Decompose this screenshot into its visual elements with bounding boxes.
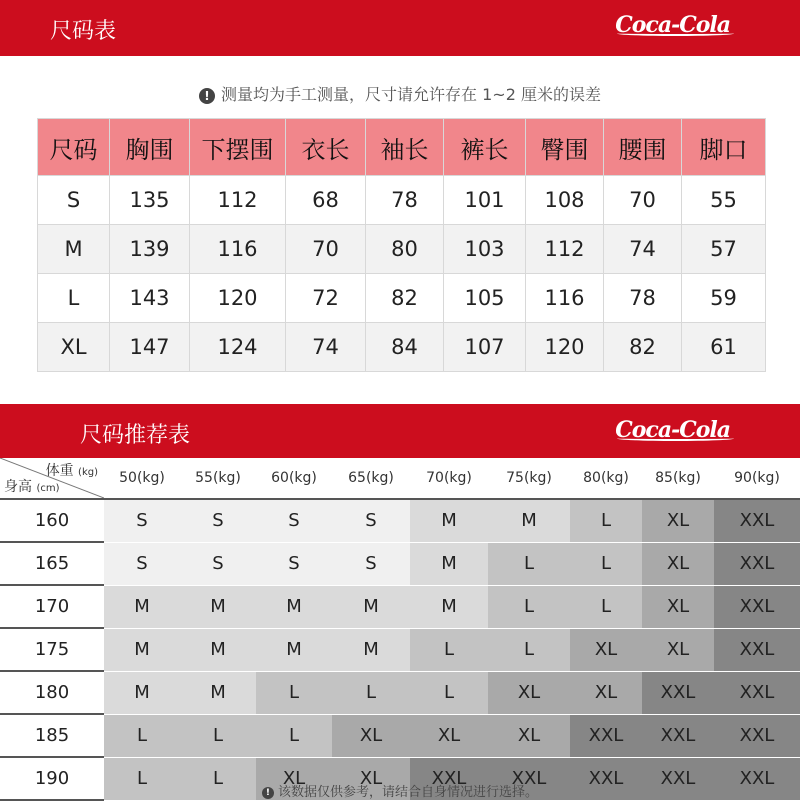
exclamation-circle-icon: ! [262, 787, 274, 799]
recommended-size-cell: M [410, 585, 488, 628]
weight-value: 75 [506, 470, 524, 486]
weight-axis-unit: (kg) [78, 467, 98, 478]
recommended-size-cell: L [570, 585, 642, 628]
recommended-size-cell: L [488, 628, 570, 671]
measurement-cell: 78 [604, 274, 682, 323]
height-label-cell: 180 [0, 671, 104, 714]
weight-unit: (kg) [523, 470, 552, 486]
recommended-size-cell: XL [332, 757, 410, 800]
weight-axis-label: 体重 [45, 463, 74, 479]
measurement-cell: 112 [526, 225, 604, 274]
measurement-cell: 105 [444, 274, 526, 323]
recommend-table-header [0, 458, 800, 499]
weight-unit: (kg) [672, 470, 701, 486]
weight-col-header [714, 458, 800, 499]
size-col-header: 袖长 [366, 119, 444, 176]
measurement-cell: 120 [190, 274, 286, 323]
size-col-header: 臀围 [526, 119, 604, 176]
weight-value: 65 [348, 470, 366, 486]
measurement-cell: 108 [526, 176, 604, 225]
recommended-size-cell: XXL [714, 628, 800, 671]
height-label-cell: 190 [0, 757, 104, 800]
height-row [0, 628, 800, 671]
size-row [38, 323, 766, 372]
height-row [0, 714, 800, 757]
measurement-cell: 82 [366, 274, 444, 323]
coca-cola-logo: Coca-Cola [615, 417, 730, 443]
measurement-cell: 116 [526, 274, 604, 323]
weight-unit: (kg) [365, 470, 394, 486]
recommended-size-cell: M [256, 585, 332, 628]
weight-value: 50 [119, 470, 137, 486]
recommend-banner [0, 404, 800, 458]
size-col-header: 尺码 [38, 119, 110, 176]
size-label-cell: L [38, 274, 110, 323]
recommended-size-cell: XXL [714, 757, 800, 800]
size-chart-banner [0, 0, 800, 56]
weight-unit: (kg) [443, 470, 472, 486]
recommended-size-cell: L [410, 671, 488, 714]
recommended-size-cell: L [256, 671, 332, 714]
recommended-size-cell: S [180, 542, 256, 585]
recommended-size-cell: XXL [642, 714, 714, 757]
recommended-size-cell: M [180, 585, 256, 628]
recommended-size-cell: XL [642, 585, 714, 628]
measurement-cell: 84 [366, 323, 444, 372]
recommended-size-cell: L [488, 585, 570, 628]
height-label-cell: 170 [0, 585, 104, 628]
recommended-size-cell: M [180, 628, 256, 671]
recommended-size-cell: M [410, 542, 488, 585]
recommended-size-cell: XXL [488, 757, 570, 800]
weight-unit: (kg) [288, 470, 317, 486]
recommended-size-cell: XXL [642, 757, 714, 800]
recommended-size-cell: M [256, 628, 332, 671]
recommended-size-cell: L [104, 714, 180, 757]
measurement-cell: 116 [190, 225, 286, 274]
weight-value: 55 [195, 470, 213, 486]
weight-unit: (kg) [212, 470, 241, 486]
size-table [37, 118, 766, 372]
recommended-size-cell: S [332, 542, 410, 585]
height-axis-label: 身高 [4, 479, 32, 495]
recommended-size-cell: XXL [570, 714, 642, 757]
height-row [0, 585, 800, 628]
height-label-cell: 165 [0, 542, 104, 585]
recommend-title: 尺码推荐表 [80, 423, 191, 448]
measurement-cell: 80 [366, 225, 444, 274]
recommended-size-cell: L [410, 628, 488, 671]
recommended-size-cell: M [332, 628, 410, 671]
recommended-size-cell: XL [570, 628, 642, 671]
height-row [0, 671, 800, 714]
recommended-size-cell: S [104, 499, 180, 542]
recommended-size-cell: XL [488, 714, 570, 757]
size-col-header: 裤长 [444, 119, 526, 176]
weight-value: 70 [426, 470, 444, 486]
weight-col-header [332, 458, 410, 499]
measurement-cell: 70 [286, 225, 366, 274]
recommended-size-cell: XXL [410, 757, 488, 800]
recommended-size-cell: S [256, 499, 332, 542]
recommended-size-cell: M [104, 628, 180, 671]
weight-value: 80 [583, 470, 601, 486]
measurement-cell: 124 [190, 323, 286, 372]
height-axis-unit: (cm) [36, 483, 60, 494]
weight-col-header [180, 458, 256, 499]
recommended-size-cell: XXL [570, 757, 642, 800]
recommended-size-cell: XL [642, 542, 714, 585]
size-row [38, 176, 766, 225]
recommended-size-cell: XL [642, 499, 714, 542]
reference-note-text: 该数据仅供参考，请结合自身情况进行选择。 [277, 785, 538, 800]
height-label-cell: 160 [0, 499, 104, 542]
measurement-cell: 70 [604, 176, 682, 225]
measurement-cell: 120 [526, 323, 604, 372]
recommended-size-cell: XXL [714, 499, 800, 542]
recommended-size-cell: XXL [714, 671, 800, 714]
recommended-size-cell: M [488, 499, 570, 542]
weight-col-header [642, 458, 714, 499]
recommended-size-cell: S [332, 499, 410, 542]
height-label-cell: 185 [0, 714, 104, 757]
recommended-size-cell: S [180, 499, 256, 542]
recommended-size-cell: L [488, 542, 570, 585]
recommended-size-cell: M [104, 671, 180, 714]
measurement-cell: 55 [682, 176, 766, 225]
size-col-header: 胸围 [110, 119, 190, 176]
exclamation-circle-icon: ! [199, 88, 215, 104]
recommended-size-cell: L [256, 714, 332, 757]
measurement-note [0, 82, 800, 105]
size-col-header: 脚口 [682, 119, 766, 176]
recommended-size-cell: L [332, 671, 410, 714]
measurement-cell: 59 [682, 274, 766, 323]
measurement-cell: 74 [604, 225, 682, 274]
recommended-size-cell: XL [488, 671, 570, 714]
recommended-size-cell: XL [570, 671, 642, 714]
measurement-note-text: 测量均为手工测量，尺寸请允许存在 1~2 厘米的误差 [221, 85, 601, 104]
size-chart-title: 尺码表 [50, 19, 117, 44]
measurement-cell: 103 [444, 225, 526, 274]
weight-col-header [104, 458, 180, 499]
measurement-cell: 147 [110, 323, 190, 372]
height-label-cell: 175 [0, 628, 104, 671]
measurement-cell: 135 [110, 176, 190, 225]
weight-col-header [256, 458, 332, 499]
recommended-size-cell: M [104, 585, 180, 628]
reference-note [0, 781, 800, 800]
size-col-header: 下摆围 [190, 119, 286, 176]
corner-cell [0, 458, 104, 499]
weight-value: 85 [655, 470, 673, 486]
weight-col-header [410, 458, 488, 499]
recommended-size-cell: XXL [714, 585, 800, 628]
height-row [0, 542, 800, 585]
recommended-size-cell: L [570, 499, 642, 542]
recommended-size-cell: L [104, 757, 180, 800]
measurement-cell: 143 [110, 274, 190, 323]
weight-value: 90 [734, 470, 752, 486]
recommended-size-cell: S [104, 542, 180, 585]
weight-value: 60 [271, 470, 289, 486]
measurement-cell: 72 [286, 274, 366, 323]
size-col-header: 腰围 [604, 119, 682, 176]
measurement-cell: 57 [682, 225, 766, 274]
recommended-size-cell: XL [332, 714, 410, 757]
recommended-size-cell: XXL [642, 671, 714, 714]
coca-cola-logo: Coca-Cola [615, 12, 730, 38]
measurement-cell: 74 [286, 323, 366, 372]
size-label-cell: M [38, 225, 110, 274]
recommended-size-cell: M [410, 499, 488, 542]
measurement-cell: 61 [682, 323, 766, 372]
recommended-size-cell: L [180, 757, 256, 800]
recommend-table [0, 458, 800, 801]
size-table-header [38, 119, 766, 176]
size-col-header: 衣长 [286, 119, 366, 176]
weight-unit: (kg) [136, 470, 165, 486]
weight-col-header [488, 458, 570, 499]
recommended-size-cell: XXL [714, 714, 800, 757]
size-label-cell: S [38, 176, 110, 225]
measurement-cell: 112 [190, 176, 286, 225]
size-row [38, 274, 766, 323]
weight-col-header [570, 458, 642, 499]
recommended-size-cell: M [180, 671, 256, 714]
recommended-size-cell: XXL [714, 542, 800, 585]
recommended-size-cell: S [256, 542, 332, 585]
size-row [38, 225, 766, 274]
recommended-size-cell: L [180, 714, 256, 757]
measurement-cell: 68 [286, 176, 366, 225]
recommended-size-cell: XL [256, 757, 332, 800]
height-row [0, 499, 800, 542]
weight-unit: (kg) [751, 470, 780, 486]
recommended-size-cell: XL [642, 628, 714, 671]
measurement-cell: 139 [110, 225, 190, 274]
recommended-size-cell: M [332, 585, 410, 628]
recommended-size-cell: L [570, 542, 642, 585]
measurement-cell: 82 [604, 323, 682, 372]
weight-unit: (kg) [600, 470, 629, 486]
measurement-cell: 107 [444, 323, 526, 372]
size-label-cell: XL [38, 323, 110, 372]
measurement-cell: 78 [366, 176, 444, 225]
recommended-size-cell: XL [410, 714, 488, 757]
measurement-cell: 101 [444, 176, 526, 225]
